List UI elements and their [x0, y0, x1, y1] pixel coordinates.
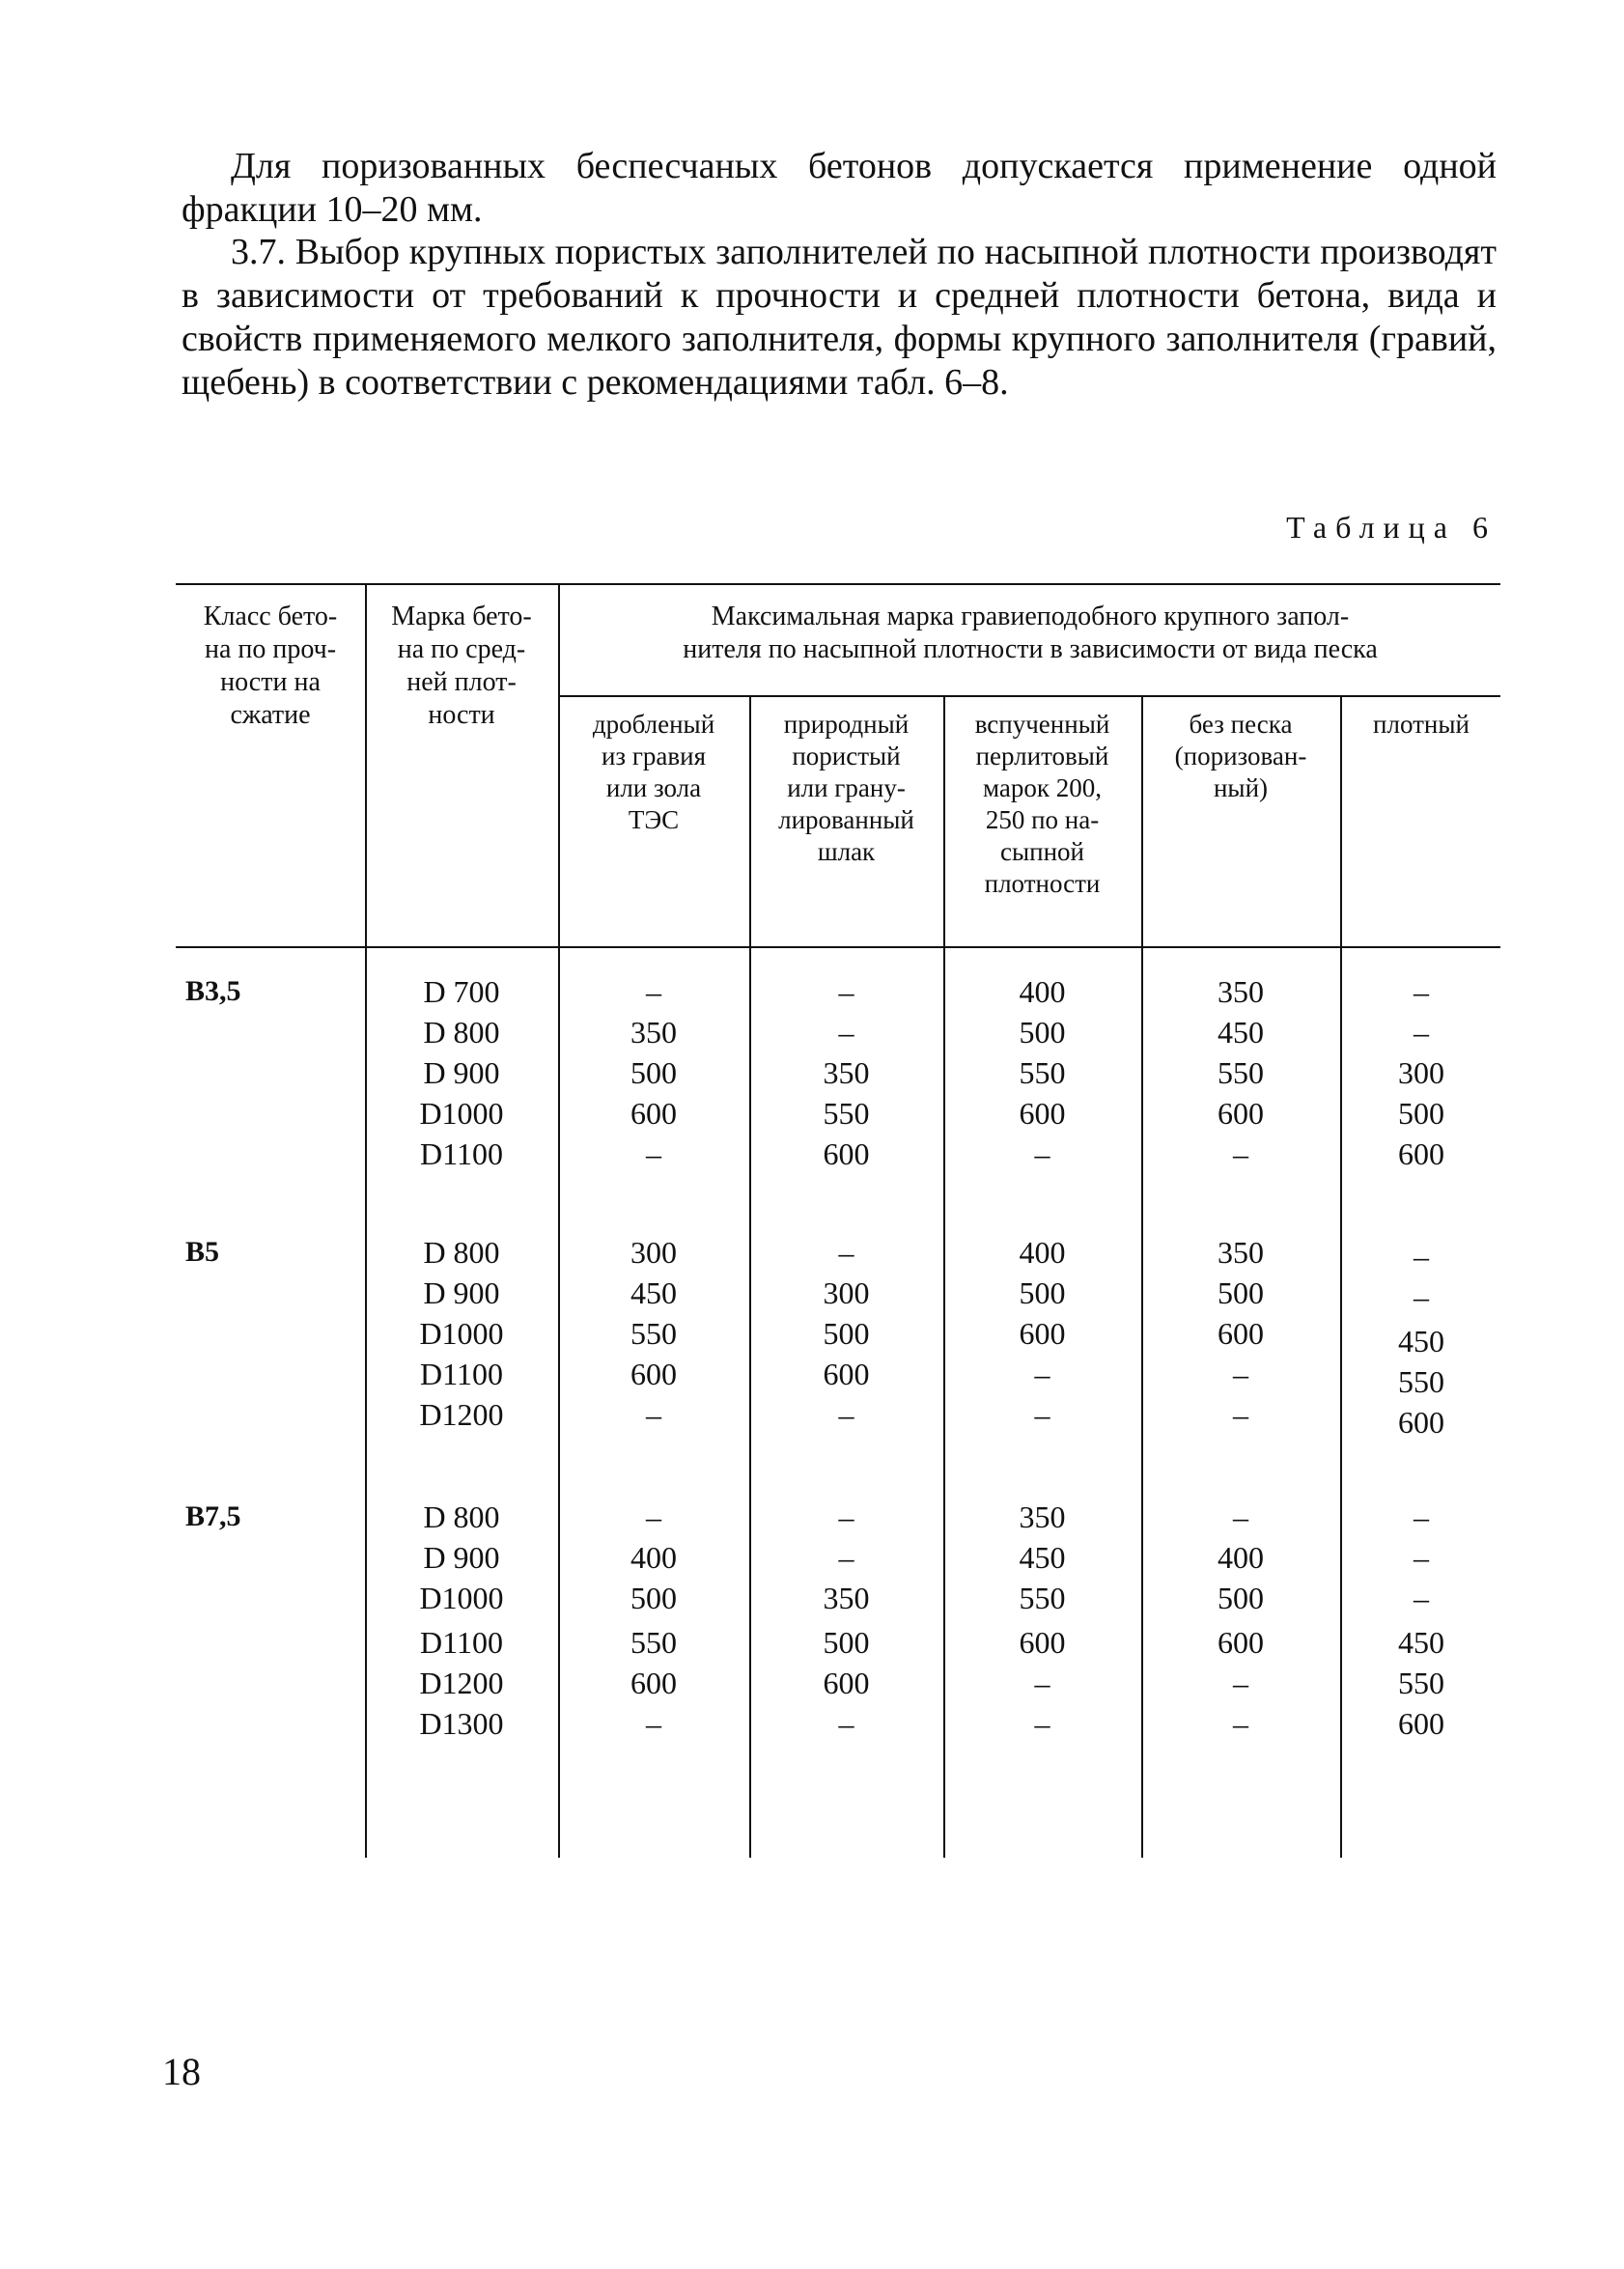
value-cell: 600 — [1398, 1405, 1444, 1440]
header-class: Класс бето- на по проч- ности на сжатие — [203, 602, 338, 730]
value-cell: 550 — [1019, 1055, 1066, 1090]
value-cell: 400 — [630, 1540, 677, 1575]
value-cell: – — [646, 1136, 661, 1171]
value-cell: 600 — [823, 1357, 870, 1391]
class-label: В5 — [185, 1236, 220, 1268]
value-cell: 350 — [823, 1581, 870, 1615]
grade-cell: D1000 — [419, 1096, 504, 1131]
value-cell: – — [838, 1540, 854, 1575]
value-cell: 550 — [1398, 1364, 1444, 1399]
grade-cell: D 900 — [423, 1540, 500, 1575]
value-cell: – — [1414, 1239, 1429, 1274]
value-cell: – — [1233, 1499, 1248, 1534]
value-cell: 450 — [1019, 1540, 1066, 1575]
grade-cell: D 700 — [423, 974, 500, 1009]
value-cell: 450 — [1398, 1324, 1444, 1359]
value-cell: 500 — [1218, 1275, 1264, 1310]
value-cell: – — [646, 1397, 661, 1432]
grade-cell: D 800 — [423, 1015, 500, 1050]
class-label: В3,5 — [185, 975, 241, 1007]
grade-cell: D1000 — [419, 1316, 504, 1351]
value-cell: – — [1414, 1581, 1429, 1615]
value-cell: 500 — [630, 1055, 677, 1090]
value-cell: 600 — [1398, 1706, 1444, 1741]
grade-cell: D1200 — [419, 1666, 504, 1700]
value-cell: – — [1414, 1279, 1429, 1314]
grade-cell: D1200 — [419, 1397, 504, 1432]
value-cell: 600 — [1019, 1096, 1066, 1131]
value-cell: – — [1233, 1136, 1248, 1171]
value-cell: 600 — [630, 1357, 677, 1391]
value-cell: 550 — [1019, 1581, 1066, 1615]
value-cell: 350 — [1218, 974, 1264, 1009]
value-cell: – — [1233, 1666, 1248, 1700]
value-cell: – — [1414, 1499, 1429, 1534]
value-cell: – — [838, 1499, 854, 1534]
value-cell: 550 — [823, 1096, 870, 1131]
grade-cell: D 900 — [423, 1055, 500, 1090]
value-cell: 550 — [630, 1625, 677, 1660]
value-cell: – — [1034, 1397, 1050, 1432]
value-cell: – — [1233, 1397, 1248, 1432]
grade-cell: D1100 — [420, 1136, 503, 1171]
value-cell: – — [838, 1015, 854, 1050]
value-cell: 350 — [823, 1055, 870, 1090]
column-no-sand — [1143, 583, 1338, 1860]
value-cell: – — [646, 1499, 661, 1534]
value-cell: – — [838, 1235, 854, 1270]
value-cell: – — [1414, 1540, 1429, 1575]
value-cell: – — [1414, 1015, 1429, 1050]
value-cell: 600 — [1218, 1625, 1264, 1660]
header-perlite: вспученный перлитовый марок 200, 250 по на- сыпной плотности — [974, 710, 1110, 898]
value-cell: 600 — [630, 1096, 677, 1131]
value-cell: – — [646, 974, 661, 1009]
column-grade — [367, 583, 556, 1860]
value-cell: 500 — [823, 1625, 870, 1660]
value-cell: – — [1233, 1706, 1248, 1741]
value-cell: 550 — [1398, 1666, 1444, 1700]
value-cell: 400 — [1218, 1540, 1264, 1575]
value-cell: – — [1233, 1357, 1248, 1391]
value-cell: – — [838, 1397, 854, 1432]
value-cell: 450 — [1398, 1625, 1444, 1660]
header-group: Максимальная марка гравиеподобного крупного запол- нителя по насыпной плотности в зависимости от вида песка — [683, 602, 1378, 664]
value-cell: 450 — [1218, 1015, 1264, 1050]
header-crushed: дробленый из гравия или зола ТЭС — [592, 710, 715, 834]
value-cell: 400 — [1019, 1235, 1066, 1270]
value-cell: – — [646, 1706, 661, 1741]
value-cell: 550 — [1218, 1055, 1264, 1090]
grade-cell: D1100 — [420, 1357, 503, 1391]
column-natural — [751, 583, 941, 1860]
header-natural: природный пористый или грану- лированный шлак — [778, 710, 914, 866]
value-cell: – — [1034, 1357, 1050, 1391]
value-cell: 500 — [1218, 1581, 1264, 1615]
paragraph-porous-concrete: Для поризованных беспесчаных бетонов допускается применение одной фракции 10–20 мм. — [182, 146, 1497, 230]
value-cell: 450 — [630, 1275, 677, 1310]
value-cell: 400 — [1019, 974, 1066, 1009]
column-crushed — [560, 583, 747, 1860]
grade-cell: D 900 — [423, 1275, 500, 1310]
value-cell: 600 — [823, 1666, 870, 1700]
value-cell: 600 — [1218, 1096, 1264, 1131]
column-perlite — [945, 583, 1139, 1860]
value-cell: 600 — [630, 1666, 677, 1700]
value-cell: 600 — [1019, 1625, 1066, 1660]
value-cell: 600 — [1218, 1316, 1264, 1351]
value-cell: – — [838, 1706, 854, 1741]
header-dense: плотный — [1373, 710, 1470, 739]
value-cell: 300 — [630, 1235, 677, 1270]
grade-cell: D1000 — [419, 1581, 504, 1615]
value-cell: – — [1034, 1136, 1050, 1171]
grade-cell: D 800 — [423, 1499, 500, 1534]
value-cell: 500 — [1019, 1015, 1066, 1050]
value-cell: 500 — [1019, 1275, 1066, 1310]
value-cell: 600 — [823, 1136, 870, 1171]
page-number: 18 — [162, 2050, 201, 2093]
value-cell: 550 — [630, 1316, 677, 1351]
paragraph-3-7: 3.7. Выбор крупных пористых заполнителей по насыпной плотности производят в зависимости от требований к прочности и средней плотности бетона, вида и свойств применяемого мелкого заполнителя, формы крупного заполнителя (гравий, щебень) в соответствии с рекомендациями табл. 6–8. — [182, 232, 1497, 403]
grade-cell: D1300 — [419, 1706, 504, 1741]
value-cell: – — [1034, 1666, 1050, 1700]
value-cell: – — [838, 974, 854, 1009]
column-dense — [1342, 583, 1500, 1860]
table-label: Таблица 6 — [1286, 510, 1497, 545]
aggregate-table — [176, 583, 1500, 1860]
header-grade: Марка бето- на по сред- ней плот- ности — [391, 602, 532, 730]
value-cell: 500 — [1398, 1096, 1444, 1131]
value-cell: – — [1034, 1706, 1050, 1741]
value-cell: 300 — [823, 1275, 870, 1310]
value-cell: 350 — [630, 1015, 677, 1050]
value-cell: 350 — [1019, 1499, 1066, 1534]
header-no-sand: без песка (поризован- ный) — [1174, 710, 1307, 802]
value-cell: 300 — [1398, 1055, 1444, 1090]
value-cell: 500 — [823, 1316, 870, 1351]
value-cell: 350 — [1218, 1235, 1264, 1270]
class-label: В7,5 — [185, 1500, 241, 1532]
grade-cell: D 800 — [423, 1235, 500, 1270]
grade-cell: D1100 — [420, 1625, 503, 1660]
value-cell: 500 — [630, 1581, 677, 1615]
value-cell: 600 — [1398, 1136, 1444, 1171]
value-cell: 600 — [1019, 1316, 1066, 1351]
value-cell: – — [1414, 974, 1429, 1009]
